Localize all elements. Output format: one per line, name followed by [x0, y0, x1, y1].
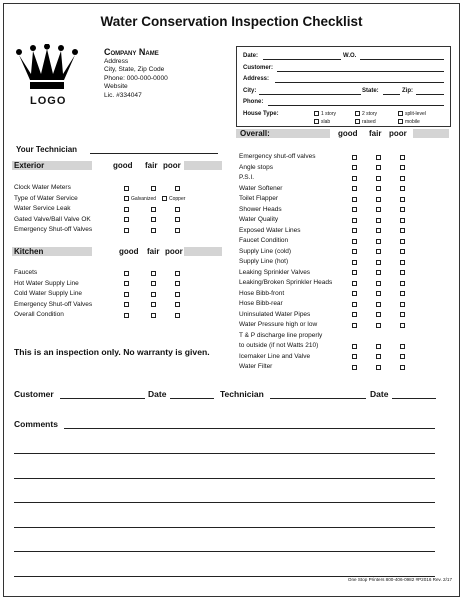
- overall-item-label: Leaking/Broken Sprinkler Heads: [239, 279, 333, 286]
- exterior-good-checkbox[interactable]: [124, 217, 129, 222]
- kitchen-poor-header: poor: [165, 247, 183, 256]
- copper-checkbox[interactable]: [162, 196, 167, 201]
- exterior-poor-checkbox[interactable]: [175, 207, 180, 212]
- overall-fair-checkbox[interactable]: [376, 176, 381, 181]
- house-1story-checkbox[interactable]: [314, 111, 319, 116]
- overall-fair-checkbox[interactable]: [376, 302, 381, 307]
- overall-poor-checkbox[interactable]: [400, 186, 405, 191]
- zip-field[interactable]: [416, 94, 444, 95]
- exterior-good-checkbox[interactable]: [124, 228, 129, 233]
- overall-good-checkbox[interactable]: [352, 228, 357, 233]
- overall-poor-checkbox[interactable]: [400, 176, 405, 181]
- overall-poor-checkbox[interactable]: [400, 291, 405, 296]
- phone-field[interactable]: [268, 105, 444, 106]
- kitchen-item-label: Cold Water Supply Line: [14, 290, 83, 297]
- overall-heading: Overall:: [240, 129, 270, 138]
- overall-fair-checkbox[interactable]: [376, 155, 381, 160]
- customer-date-field[interactable]: [170, 398, 214, 399]
- kitchen-fair-checkbox[interactable]: [151, 313, 156, 318]
- comments-line[interactable]: [14, 527, 435, 528]
- kitchen-good-checkbox[interactable]: [124, 281, 129, 286]
- overall-item-label: Water Filter: [239, 363, 273, 370]
- overall-good-checkbox[interactable]: [352, 281, 357, 286]
- technician-date-label: Date: [370, 389, 389, 399]
- overall-fair-checkbox[interactable]: [376, 281, 381, 286]
- overall-fair-checkbox[interactable]: [376, 260, 381, 265]
- exterior-fair-checkbox[interactable]: [151, 207, 156, 212]
- overall-poor-checkbox[interactable]: [400, 281, 405, 286]
- overall-poor-checkbox[interactable]: [400, 323, 405, 328]
- exterior-good-header: good: [113, 161, 133, 170]
- customer-date-label: Date: [148, 389, 167, 399]
- footer-print-info: One Stop Printers 800-406-0982 #P2016 Rev. 2/17: [347, 577, 452, 582]
- zip-label: Zip:: [402, 88, 413, 94]
- kitchen-fair-checkbox[interactable]: [151, 281, 156, 286]
- exterior-heading-band-right: [184, 161, 222, 170]
- overall-good-checkbox[interactable]: [352, 207, 357, 212]
- overall-item-label: Angle stops: [239, 163, 273, 171]
- exterior-poor-checkbox[interactable]: [175, 228, 180, 233]
- overall-item-label: Emergency shut-off valves: [239, 153, 316, 160]
- overall-item-label: T & P discharge line properly: [239, 331, 323, 339]
- overall-good-checkbox[interactable]: [352, 323, 357, 328]
- company-website: Website: [104, 83, 128, 90]
- overall-item-label: Water Quality: [239, 216, 279, 223]
- overall-poor-checkbox[interactable]: [400, 155, 405, 160]
- overall-poor-checkbox[interactable]: [400, 239, 405, 244]
- exterior-good-checkbox[interactable]: [124, 186, 129, 191]
- house-option-slab: slab: [321, 119, 331, 125]
- kitchen-poor-checkbox[interactable]: [175, 292, 180, 297]
- overall-good-checkbox[interactable]: [352, 291, 357, 296]
- house-slab-checkbox[interactable]: [314, 119, 319, 124]
- overall-item-label: to outside (if not Watts 210): [239, 342, 319, 349]
- kitchen-good-checkbox[interactable]: [124, 313, 129, 318]
- overall-poor-checkbox[interactable]: [400, 197, 405, 202]
- overall-poor-checkbox[interactable]: [400, 249, 405, 254]
- kitchen-poor-checkbox[interactable]: [175, 302, 180, 307]
- overall-fair-checkbox[interactable]: [376, 354, 381, 359]
- kitchen-fair-header: fair: [147, 247, 160, 256]
- exterior-item-label: Gated Valve/Ball Valve OK: [14, 215, 91, 223]
- overall-good-checkbox[interactable]: [352, 239, 357, 244]
- galvanized-option-label: Galvanized: [131, 196, 157, 202]
- overall-fair-checkbox[interactable]: [376, 344, 381, 349]
- house-option-1story: 1 story: [321, 111, 337, 117]
- house-option-raised: raised: [362, 119, 376, 125]
- overall-fair-header: fair: [369, 129, 382, 138]
- overall-fair-checkbox[interactable]: [376, 365, 381, 370]
- date-field[interactable]: [263, 59, 341, 60]
- overall-fair-checkbox[interactable]: [376, 323, 381, 328]
- overall-fair-checkbox[interactable]: [376, 165, 381, 170]
- overall-fair-checkbox[interactable]: [376, 207, 381, 212]
- crown-logo-icon: [14, 44, 80, 92]
- overall-fair-checkbox[interactable]: [376, 291, 381, 296]
- comments-line[interactable]: [14, 551, 435, 552]
- overall-good-checkbox[interactable]: [352, 365, 357, 370]
- overall-item-label: P.S.I.: [239, 174, 255, 181]
- comments-line[interactable]: [14, 478, 435, 479]
- overall-good-checkbox[interactable]: [352, 155, 357, 160]
- comments-line[interactable]: [14, 502, 435, 503]
- overall-fair-checkbox[interactable]: [376, 270, 381, 275]
- kitchen-heading: Kitchen: [14, 247, 44, 256]
- overall-poor-checkbox[interactable]: [400, 165, 405, 170]
- exterior-poor-checkbox[interactable]: [175, 186, 180, 191]
- overall-poor-checkbox[interactable]: [400, 344, 405, 349]
- wo-field[interactable]: [360, 59, 444, 60]
- overall-fair-checkbox[interactable]: [376, 312, 381, 317]
- kitchen-poor-checkbox[interactable]: [175, 271, 180, 276]
- state-label: State:: [362, 88, 379, 94]
- overall-fair-checkbox[interactable]: [376, 239, 381, 244]
- exterior-fair-checkbox[interactable]: [151, 186, 156, 191]
- overall-poor-checkbox[interactable]: [400, 270, 405, 275]
- kitchen-item-label: Emergency Shut-off Valves: [14, 300, 93, 308]
- address-label: Address:: [243, 76, 270, 82]
- overall-good-checkbox[interactable]: [352, 302, 357, 307]
- exterior-poor-header: poor: [163, 161, 181, 170]
- overall-poor-checkbox[interactable]: [400, 302, 405, 307]
- overall-good-checkbox[interactable]: [352, 344, 357, 349]
- kitchen-good-checkbox[interactable]: [124, 271, 129, 276]
- kitchen-item-label: Faucets: [14, 269, 38, 276]
- page-title: Water Conservation Inspection Checklist: [100, 14, 363, 29]
- overall-item-label: Leaking Sprinkler Valves: [239, 268, 311, 276]
- exterior-item-label: Emergency Shut-off Valves: [14, 226, 93, 233]
- overall-poor-checkbox[interactable]: [400, 207, 405, 212]
- overall-fair-checkbox[interactable]: [376, 228, 381, 233]
- overall-good-header: good: [338, 129, 358, 138]
- overall-poor-checkbox[interactable]: [400, 354, 405, 359]
- house-mobile-checkbox[interactable]: [398, 119, 403, 124]
- overall-item-label: Supply Line (hot): [239, 258, 289, 265]
- overall-item-label: Exposed Water Lines: [239, 226, 301, 234]
- overall-fair-checkbox[interactable]: [376, 218, 381, 223]
- company-address: Address: [104, 57, 129, 65]
- exterior-good-checkbox[interactable]: [124, 207, 129, 212]
- overall-good-checkbox[interactable]: [352, 218, 357, 223]
- logo-text: LOGO: [30, 95, 67, 107]
- overall-item-label: Shower Heads: [239, 205, 282, 213]
- overall-item-label: Water Softener: [239, 184, 283, 192]
- customer-label: Customer:: [243, 65, 274, 71]
- house-type-label: House Type:: [243, 111, 279, 117]
- overall-fair-checkbox[interactable]: [376, 197, 381, 202]
- overall-item-label: Icemaker Line and Valve: [239, 352, 311, 360]
- overall-poor-checkbox[interactable]: [400, 312, 405, 317]
- overall-poor-checkbox[interactable]: [400, 228, 405, 233]
- overall-item-label: Uninsulated Water Pipes: [239, 310, 311, 318]
- overall-item-label: Supply Line (cold): [239, 247, 292, 255]
- overall-good-checkbox[interactable]: [352, 354, 357, 359]
- kitchen-fair-checkbox[interactable]: [151, 302, 156, 307]
- overall-item-label: Hose Bibb-front: [239, 289, 285, 297]
- customer-sign-label: Customer: [14, 389, 54, 399]
- overall-good-checkbox[interactable]: [352, 186, 357, 191]
- technician-sign-field[interactable]: [270, 398, 366, 399]
- company-name: Company Name: [104, 47, 159, 57]
- overall-item-label: Hose Bibb-rear: [239, 300, 283, 307]
- house-splitlevel-checkbox[interactable]: [398, 111, 403, 116]
- overall-good-checkbox[interactable]: [352, 197, 357, 202]
- overall-good-checkbox[interactable]: [352, 312, 357, 317]
- overall-fair-checkbox[interactable]: [376, 186, 381, 191]
- house-2story-checkbox[interactable]: [355, 111, 360, 116]
- house-option-2story: 2 story: [362, 111, 378, 117]
- exterior-fair-header: fair: [145, 161, 158, 170]
- technician-label: Your Technician: [16, 145, 78, 154]
- disclaimer: This is an inspection only. No warranty is given.: [14, 347, 210, 357]
- comments-line[interactable]: [14, 453, 435, 454]
- company-phone: Phone: 000-000-0000: [104, 74, 168, 82]
- house-option-mobile: mobile: [405, 119, 420, 125]
- galvanized-checkbox[interactable]: [124, 196, 129, 201]
- comments-line-1[interactable]: [64, 428, 435, 429]
- overall-poor-checkbox[interactable]: [400, 260, 405, 265]
- exterior-item-label: Type of Water Service: [14, 194, 78, 202]
- kitchen-poor-checkbox[interactable]: [175, 313, 180, 318]
- exterior-fair-checkbox[interactable]: [151, 228, 156, 233]
- overall-item-label: Faucet Condition: [239, 237, 289, 244]
- date-label: Date:: [243, 53, 259, 59]
- city-field[interactable]: [259, 94, 361, 95]
- kitchen-fair-checkbox[interactable]: [151, 271, 156, 276]
- house-option-splitlevel: split-level: [405, 111, 426, 117]
- overall-heading-band-right: [413, 129, 449, 138]
- kitchen-good-header: good: [119, 247, 139, 256]
- overall-good-checkbox[interactable]: [352, 270, 357, 275]
- overall-good-checkbox[interactable]: [352, 165, 357, 170]
- wo-label: W.O.: [343, 53, 357, 59]
- overall-good-checkbox[interactable]: [352, 249, 357, 254]
- city-label: City:: [243, 88, 257, 94]
- copper-option-label: Copper: [169, 196, 186, 202]
- kitchen-heading-band-right: [184, 247, 222, 256]
- technician-date-field[interactable]: [392, 398, 436, 399]
- address-field[interactable]: [275, 82, 444, 83]
- state-field[interactable]: [383, 94, 400, 95]
- exterior-item-label: Clock Water Meters: [14, 184, 71, 191]
- overall-fair-checkbox[interactable]: [376, 249, 381, 254]
- overall-poor-header: poor: [389, 129, 407, 138]
- exterior-poor-checkbox[interactable]: [175, 217, 180, 222]
- kitchen-item-label: Hot Water Supply Line: [14, 279, 79, 287]
- overall-item-label: Toilet Flapper: [239, 195, 279, 202]
- exterior-item-label: Water Service Leak: [14, 205, 71, 212]
- exterior-fair-checkbox[interactable]: [151, 217, 156, 222]
- comments-label: Comments: [14, 419, 58, 429]
- kitchen-poor-checkbox[interactable]: [175, 281, 180, 286]
- customer-sign-field[interactable]: [60, 398, 145, 399]
- kitchen-item-label: Overall Condition: [14, 311, 64, 318]
- kitchen-good-checkbox[interactable]: [124, 292, 129, 297]
- company-license: Lic. #334047: [104, 91, 142, 99]
- exterior-heading: Exterior: [14, 161, 45, 170]
- kitchen-fair-checkbox[interactable]: [151, 292, 156, 297]
- kitchen-good-checkbox[interactable]: [124, 302, 129, 307]
- overall-poor-checkbox[interactable]: [400, 365, 405, 370]
- overall-poor-checkbox[interactable]: [400, 218, 405, 223]
- overall-item-label: Water Pressure high or low: [239, 321, 318, 328]
- technician-sign-label: Technician: [220, 389, 264, 399]
- phone-label: Phone:: [243, 99, 264, 105]
- customer-field[interactable]: [277, 71, 444, 72]
- overall-good-checkbox[interactable]: [352, 260, 357, 265]
- house-raised-checkbox[interactable]: [355, 119, 360, 124]
- overall-good-checkbox[interactable]: [352, 176, 357, 181]
- company-block: [104, 48, 168, 100]
- technician-field[interactable]: [90, 153, 218, 154]
- company-city: City, State, Zip Code: [104, 66, 165, 73]
